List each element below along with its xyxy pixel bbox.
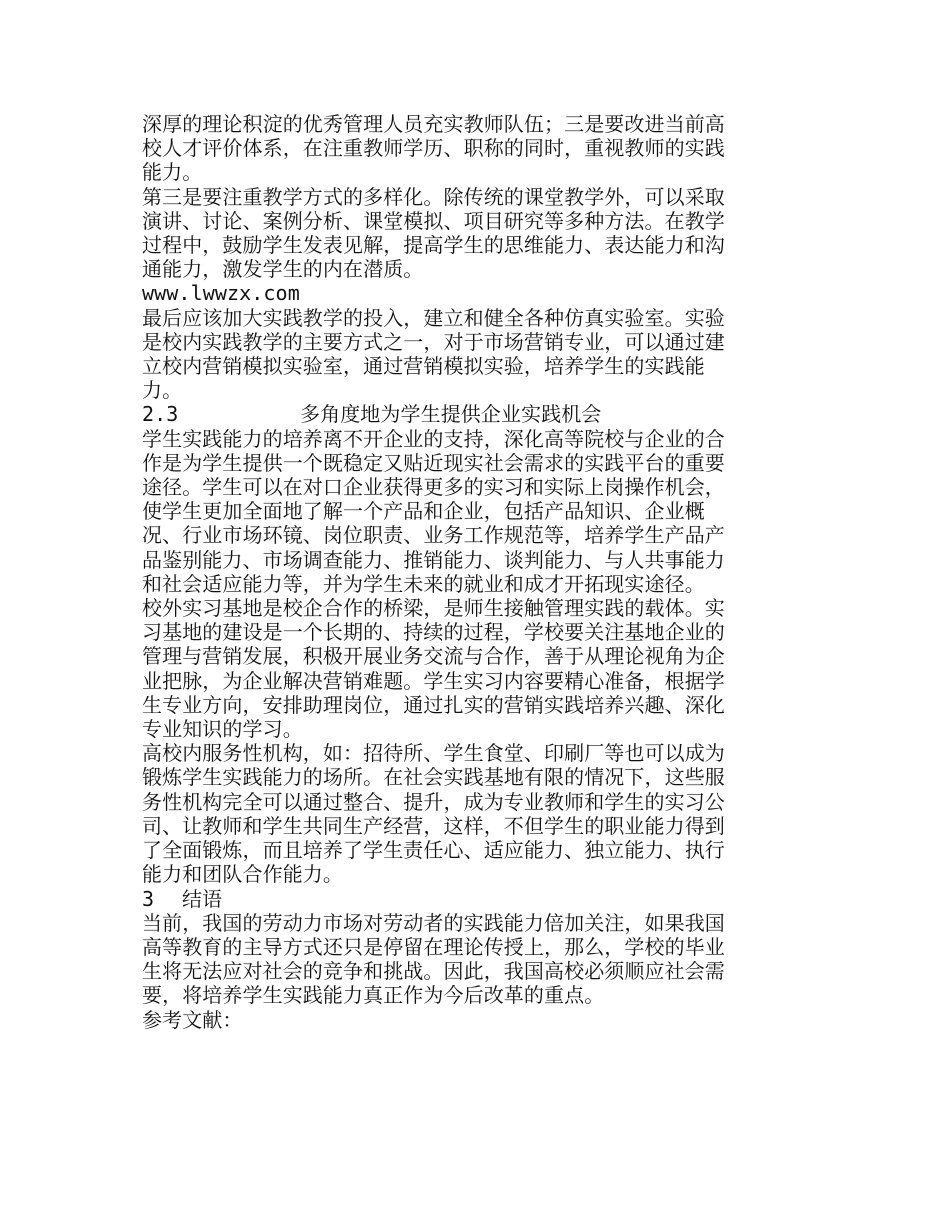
paragraph-faculty: 深厚的理论积淀的优秀管理人员充实教师队伍；三是要改进当前高校人才评价体系，在注重教师学历、职称的同时，重视教师的实践能力。 — [142, 112, 725, 185]
section-title: 多角度地为学生提供企业实践机会 — [300, 402, 602, 427]
section-number: 3 — [142, 886, 155, 911]
paragraph-simulation-lab: 最后应该加大实践教学的投入，建立和健全各种仿真实验室。实验是校内实践教学的主要方式之一，对于市场营销专业，可以通过建立校内营销模拟实验室，通过营销模拟实验，培养学生的实践能力。 — [142, 305, 725, 403]
paragraph-internship-base: 校外实习基地是校企合作的桥梁，是师生接触管理实践的载体。实习基地的建设是一个长期的、持续的过程，学校要关注基地企业的管理与营销发展，积极开展业务交流与合作，善于从理论视角为企业把脉，为企业解决营销难题。学生实习内容要精心准备，根据学生专业方向，安排助理岗位，通过扎实的营销实践培养兴趣、深化专业知识的学习。 — [142, 596, 725, 742]
paragraph-enterprise-support: 学生实践能力的培养离不开企业的支持，深化高等院校与企业的合作是为学生提供一个既稳定又贴近现实社会需求的实践平台的重要途径。学生可以在对口企业获得更多的实习和实际上岗操作机会，使学生更加全面地了解一个产品和企业，包括产品知识、企业概况、行业市场环镜、岗位职责、业务工作规范等，培养学生产品产品鉴别能力、市场调查能力、推销能力、谈判能力、与人共事能力和社会适应能力等，并为学生未来的就业和成才开拓现实途径。 — [142, 426, 725, 596]
section-number: 2.3 — [142, 402, 179, 427]
paragraph-campus-services: 高校内服务性机构，如：招待所、学生食堂、印刷厂等也可以成为锻炼学生实践能力的场所。在社会实践基地有限的情况下，这些服务性机构完全可以通过整合、提升，成为专业教师和学生的实习公司、让教师和学生共同生产经营，这样，不但学生的职业能力得到了全面锻炼，而且培养了学生责任心、适应能力、独立能力、执行能力和团队合作能力。 — [142, 741, 725, 887]
references-label: 参考文献： — [142, 1007, 243, 1032]
section-title: 结语 — [182, 886, 223, 911]
section-heading-3 — [142, 887, 742, 911]
section-heading-2-3 — [142, 402, 742, 426]
website-text: www.lwwzx.com — [142, 281, 300, 306]
paragraph-conclusion: 当前，我国的劳动力市场对劳动者的实践能力倍加关注，如果我国高等教育的主导方式还只是停留在理论传授上，那么，学校的毕业生将无法应对社会的竞争和挑战。因此，我国高校必须顺应社会需要，将培养学生实践能力真正作为今后改革的重点。 — [142, 910, 725, 1008]
document-body — [142, 112, 742, 1032]
paragraph-teaching-methods: 第三是要注重教学方式的多样化。除传统的课堂教学外，可以采取演讲、讨论、案例分析、课堂模拟、项目研究等多种方法。在教学过程中，鼓励学生发表见解，提高学生的思维能力、表达能力和沟通能力，激发学生的内在潜质。 — [142, 184, 725, 282]
